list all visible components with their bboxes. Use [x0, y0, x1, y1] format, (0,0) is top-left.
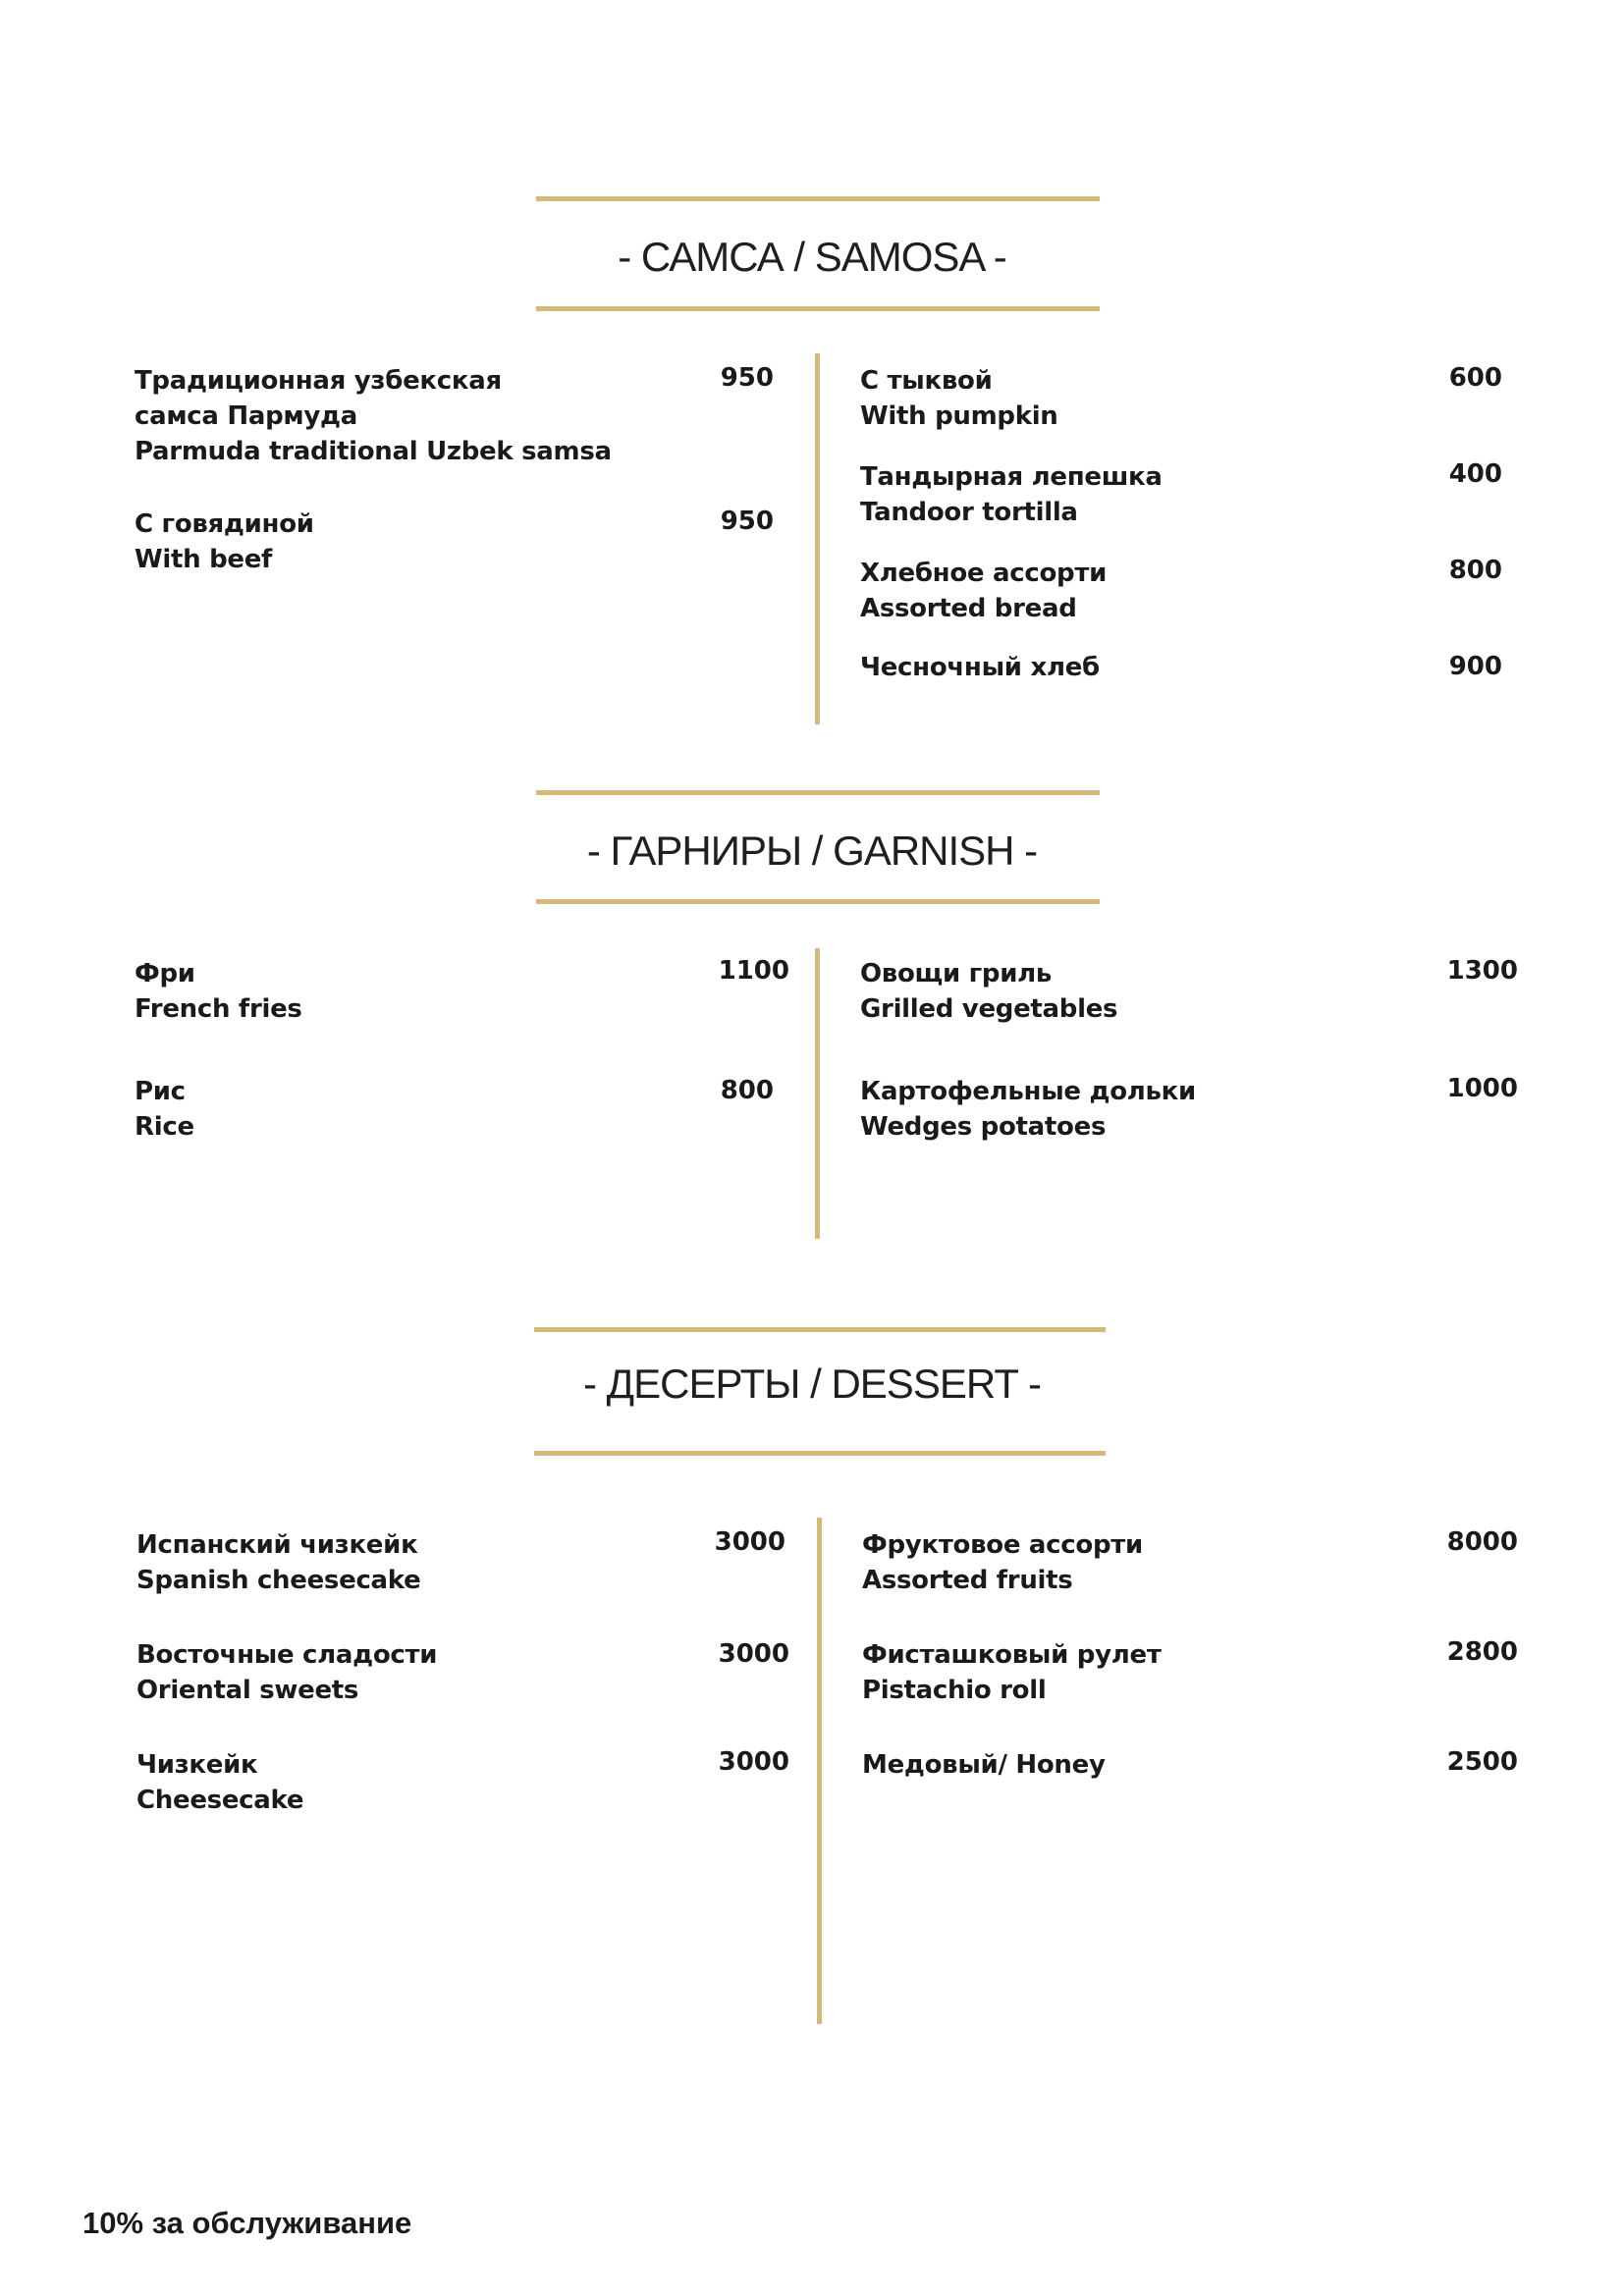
menu-item	[136, 1527, 420, 1598]
section-2-top-rule	[536, 790, 1100, 795]
item-name-ru: самса Пармуда	[135, 401, 357, 431]
item-name-en: Assorted bread	[860, 594, 1077, 623]
item-price: 400	[1448, 459, 1502, 489]
item-name-en: Spanish cheesecake	[136, 1566, 421, 1595]
item-name-ru: Фри	[135, 959, 195, 988]
item-price: 3000	[718, 1747, 789, 1777]
menu-item	[860, 1074, 1196, 1145]
item-name-ru: Тандырная лепешка	[860, 462, 1163, 492]
item-name-en: With beef	[135, 545, 273, 574]
item-name-en: Grilled vegetables	[860, 994, 1118, 1024]
item-name-ru: Восточные сладости	[136, 1640, 438, 1670]
item-price: 950	[720, 363, 774, 393]
section-1-bottom-rule	[536, 306, 1100, 311]
item-name-ru: Медовый/ Honey	[862, 1750, 1106, 1780]
item-price: 1000	[1446, 1074, 1518, 1103]
item-name-ru: Фруктовое ассорти	[862, 1530, 1143, 1560]
item-name-ru: Овощи гриль	[860, 959, 1053, 988]
item-price: 1100	[718, 956, 789, 986]
item-name-ru: С говядиной	[135, 509, 314, 539]
item-price: 3000	[714, 1527, 785, 1557]
menu-item	[862, 1527, 1143, 1598]
item-name-ru: Фисташковый рулет	[862, 1640, 1162, 1670]
section-title-samosa: - САМСА / SAMOSA -	[618, 234, 1006, 280]
item-name-ru: Чизкейк	[136, 1750, 258, 1780]
item-price: 900	[1448, 652, 1502, 681]
item-name-en: Pistachio roll	[862, 1676, 1047, 1705]
menu-item	[135, 1074, 194, 1145]
section-1-column-divider	[815, 353, 820, 724]
menu-item	[136, 1637, 437, 1708]
item-price: 1300	[1446, 956, 1518, 986]
menu-item	[135, 956, 302, 1027]
section-3-bottom-rule	[534, 1451, 1106, 1456]
item-price: 2800	[1446, 1637, 1518, 1667]
menu-item	[862, 1637, 1162, 1708]
menu-item	[862, 1747, 1106, 1783]
section-title-dessert: - ДЕСЕРТЫ / DESSERT -	[583, 1361, 1041, 1407]
menu-item	[136, 1747, 303, 1818]
item-name-en: French fries	[135, 994, 302, 1024]
section-2-bottom-rule	[536, 899, 1100, 904]
item-name-en: Assorted fruits	[862, 1566, 1073, 1595]
item-name-en: Oriental sweets	[136, 1676, 359, 1705]
item-name-ru: Хлебное ассорти	[860, 559, 1108, 588]
section-3-top-rule	[534, 1327, 1106, 1332]
item-name-ru: Чесночный хлеб	[860, 653, 1100, 682]
item-name-en: Tandoor tortilla	[860, 498, 1078, 527]
item-price: 2500	[1446, 1747, 1518, 1777]
section-2-column-divider	[815, 948, 820, 1239]
item-price: 800	[1448, 556, 1502, 585]
item-name-en: Cheesecake	[136, 1786, 304, 1815]
item-price: 600	[1448, 363, 1502, 393]
item-name-en: Wedges potatoes	[860, 1112, 1107, 1142]
item-name-en: Rice	[135, 1112, 194, 1142]
item-name-ru: С тыквой	[860, 366, 993, 396]
item-name-en: With pumpkin	[860, 401, 1058, 431]
item-name-ru: Рис	[135, 1077, 186, 1106]
item-name-ru: Картофельные дольки	[860, 1077, 1196, 1106]
menu-item	[135, 363, 612, 469]
section-title-garnish: - ГАРНИРЫ / GARNISH -	[586, 828, 1038, 874]
menu-item	[860, 956, 1117, 1027]
menu-item	[860, 556, 1107, 626]
item-name-en: Parmuda traditional Uzbek samsa	[135, 437, 612, 466]
section-3-column-divider	[817, 1518, 822, 2024]
item-price: 950	[720, 507, 774, 536]
item-price: 3000	[718, 1639, 789, 1669]
service-charge-note: 10% за обслуживание	[82, 2206, 412, 2240]
item-price: 800	[720, 1076, 774, 1105]
item-name-ru: Испанский чизкейк	[136, 1530, 418, 1560]
item-price: 8000	[1446, 1527, 1518, 1557]
section-1-top-rule	[536, 196, 1100, 201]
menu-item	[860, 650, 1100, 685]
item-name-ru: Традиционная узбекская	[135, 366, 502, 396]
menu-item	[860, 363, 1058, 434]
menu-item	[860, 459, 1163, 530]
menu-item	[135, 507, 314, 577]
